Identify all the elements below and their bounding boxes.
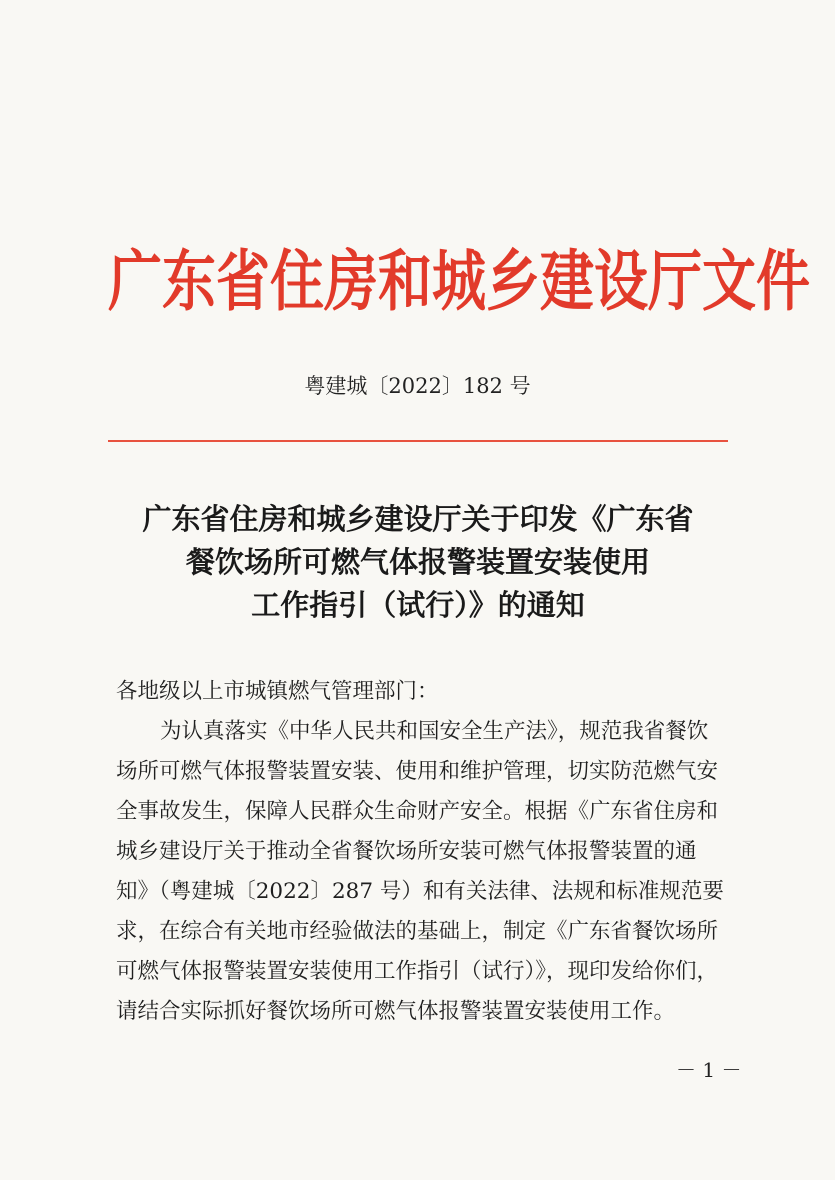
body-line-7: 可燃气体报警装置安装使用工作指引（试行）》，现印发给你们， [116,959,719,984]
body-line-2: 场所可燃气体报警装置安装、使用和维护管理，切实防范燃气安 [116,759,719,784]
notice-title-line-3: 工作指引（试行）》的通知 [251,588,585,622]
body-line-8: 请结合实际抓好餐饮场所可燃气体报警装置安装使用工作。 [116,999,676,1024]
body-line-3: 全事故发生，保障人民群众生命财产安全。根据《广东省住房和 [116,799,719,824]
body-line-4: 城乡建设厅关于推动全省餐饮场所安装可燃气体报警装置的通 [116,839,697,864]
notice-body [116,672,740,1032]
notice-title [108,498,728,627]
issuer-header-title: 广东省住房和城乡建设厅文件 [108,242,810,320]
notice-title-line-2: 餐饮场所可燃气体报警装置安装使用 [185,545,650,579]
notice-title-line-1: 广东省住房和城乡建设厅关于印发《广东省 [142,502,694,536]
page-number: － 1 － [676,1058,742,1082]
red-divider-line [108,440,728,442]
body-line-5: 知》（粤建城〔2022〕287 号）和有关法律、法规和标准规范要 [116,879,724,904]
salutation: 各地级以上市城镇燃气管理部门： [116,679,439,704]
document-number: 粤建城〔2022〕182 号 [304,374,531,398]
body-line-1: 为认真落实《中华人民共和国安全生产法》，规范我省餐饮 [160,719,709,744]
body-line-6: 求，在综合有关地市经验做法的基础上，制定《广东省餐饮场所 [116,919,719,944]
